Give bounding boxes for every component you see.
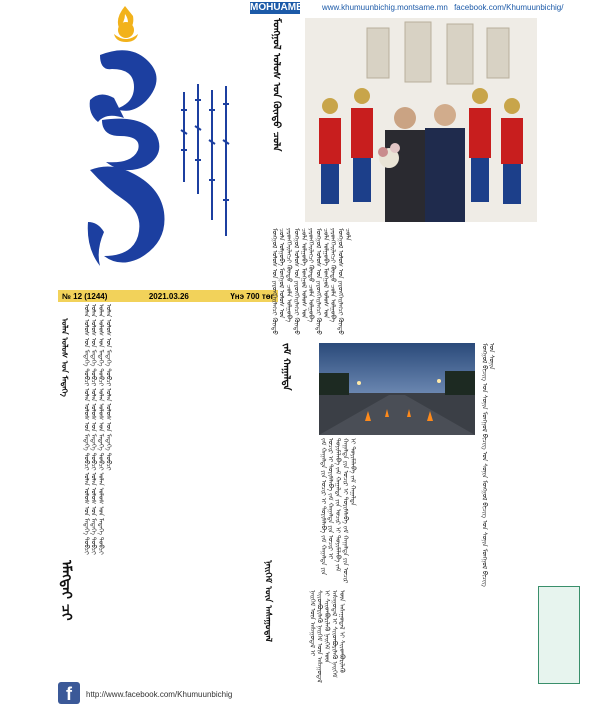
issue-price: Үнэ 700 төг [230, 291, 274, 301]
facebook-icon[interactable]: f [58, 682, 80, 704]
facebook-link[interactable]: facebook.com/Khumuunbichig/ [454, 3, 564, 12]
headline-1: ᠮᠣᠩᠭᠣᠯ ᠤᠯᠤᠰ ᠤᠨ ᠬᠦᠨᠳᠦ ᠴᠣᠯᠠ [270, 18, 282, 152]
issue-date: 2021.03.26 [148, 291, 189, 301]
side-note-box [538, 586, 580, 684]
facebook-url[interactable]: http://www.facebook.com/Khumuunbichig [86, 690, 233, 699]
article-3-text: ᠮᠣᠩᠭᠣᠯ ᠪᠢᠴᠢᠭ ᠤᠨ ᠰᠣᠨᠢᠨ ᠮᠣᠩᠭᠣᠯ ᠪᠢᠴᠢᠭ ᠤᠨ ᠰᠣᠨᠢᠨ ᠮᠣᠩᠭᠣᠯ ᠪᠢᠴᠢᠭ ᠤᠨ ᠰᠣᠨᠢᠨ ᠮᠣᠩᠭᠣᠯ ᠪᠢᠴᠢᠭ ᠤᠨ ᠰᠣᠨᠢᠨ [480, 343, 496, 587]
site-url-link[interactable]: www.khumuunbichig.montsame.mn [322, 3, 448, 12]
article-5-text: ᠨᠡᠢᠭᠡᠮ ᠦᠨ ᠠᠰᠠᠭᠤᠳᠠᠯ ᠢ ᠰᠢᠢᠳᠪᠦᠷᠢᠯᠡᠬᠦ ᠨᠡᠢᠭᠡᠮ ᠦᠨ ᠠᠰᠠᠭᠤᠳᠠᠯ ᠢ ᠰᠢᠢᠳᠪᠦᠷᠢᠯᠡᠬᠦ ᠨᠡᠢᠭᠡᠮ ᠦᠨ ᠠᠰᠠᠭᠤᠳᠠᠯ ᠢ ᠰᠢᠢᠳᠪᠦᠷᠢᠯᠡᠬᠦ ᠨᠡᠢᠭᠡᠮ ᠦᠨ ᠠᠰᠠᠭᠤᠳᠠᠯ ᠢ ᠰᠢᠢᠳᠪᠦᠷᠢᠯᠡᠬᠦ [308, 590, 346, 683]
newspaper-masthead-logo [60, 0, 250, 290]
headline-2: ᠵᠠᠮ ᠬᠠᠭᠠᠯᠲᠠ [280, 343, 292, 391]
article-1-text: ᠮᠣᠩᠭᠣᠯ ᠤᠯᠤᠰ ᠤᠨ ᠶᠡᠷᠦᠩᠬᠡᠢᠯᠡᠭᠴᠢ ᠬᠦᠨᠳᠦ ᠴᠣᠯᠠ ᠣᠯᠭᠤᠪᠠ ᠮᠣᠩᠭᠣᠯ ᠤᠯᠤᠰ ᠤᠨ ᠶᠡᠷᠦᠩᠬᠡᠢᠯᠡᠭᠴᠢ ᠬᠦᠨᠳᠦ ᠴᠣᠯᠠ ᠣᠯᠭᠤᠪᠠ ᠮᠣᠩᠭᠣᠯ ᠤᠯᠤᠰ ᠤᠨ ᠶᠡᠷᠦᠩᠬᠡᠢᠯᠡᠭᠴᠢ ᠬᠦᠨᠳᠦ ᠴᠣᠯᠠ ᠣᠯᠭᠤᠪᠠ ᠮᠣᠩᠭᠣᠯ ᠤᠯᠤᠰ ᠤᠨ ᠶᠡᠷᠦᠩᠬᠡᠢᠯᠡᠭᠴᠢ ᠬᠦᠨᠳᠦ ᠴᠣᠯᠠ ᠣᠯᠭᠤᠪᠠ ᠮᠣᠩᠭᠣᠯ ᠤᠯᠤᠰ ᠤᠨ ᠶᠡᠷᠦᠩᠬᠡᠢᠯᠡᠭᠴᠢ ᠬᠦᠨᠳᠦ ᠴᠣᠯᠠ ᠣᠯᠭᠤᠪᠠ ᠮᠣᠩᠭᠣᠯ ᠤᠯᠤᠰ ᠤᠨ ᠶᠡᠷᠦᠩᠬᠡᠢᠯᠡᠭᠴᠢ ᠬᠦᠨᠳᠦ ᠴᠣᠯᠠ ᠣᠯᠭᠤᠪᠠ ᠮᠣᠩᠭᠣᠯ ᠤᠯᠤᠰ ᠤᠨ ᠶᠡᠷᠦᠩᠬᠡᠢᠯᠡᠭᠴᠢ ᠬᠦᠨᠳᠦ ᠴᠣᠯᠠ [270, 228, 352, 335]
article-2-text: ᠵᠠᠮ ᠬᠠᠭᠠᠯᠲᠠ ᠶᠢᠨ ᠤᠴᠢᠷ ᠢ ᠲᠣᠶᠢᠮᠠᠯᠠᠪᠠ ᠵᠠᠮ ᠬᠠᠭᠠᠯᠲᠠ ᠶᠢᠨ ᠤᠴᠢᠷ ᠢ ᠲᠣᠶᠢᠮᠠᠯᠠᠪᠠ ᠵᠠᠮ ᠬᠠᠭᠠᠯᠲᠠ ᠶᠢᠨ ᠤᠴᠢᠷ ᠢ ᠲᠣᠶᠢᠮᠠᠯᠠᠪᠠ ᠵᠠᠮ ᠬᠠᠭᠠᠯᠲᠠ ᠶᠢᠨ ᠤᠴᠢᠷ ᠢ ᠲᠣᠶᠢᠮᠠᠯᠠᠪᠠ ᠵᠠᠮ ᠬᠠᠭᠠᠯᠲᠠ ᠶᠢᠨ ᠤᠴᠢᠷ ᠢ ᠲᠣᠶᠢᠮᠠᠯᠠᠪᠠ ᠵᠠᠮ ᠬᠠᠭᠠᠯᠲᠠ ᠶᠢᠨ ᠤᠴᠢᠷ ᠢ ᠲᠣᠶᠢᠮᠠᠯᠠᠪᠠ ᠵᠠᠮ ᠬᠠᠭᠠᠯᠲᠠ [319, 438, 357, 584]
headline-3: ᠣᠯᠠᠨ ᠤᠯᠤᠰ ᠤᠨ ᠮᠡᠳᠡᠭᠡ [60, 318, 71, 397]
header-links [322, 3, 567, 12]
montsame-logo: MOHUAME [250, 2, 303, 13]
ceremony-photo [305, 18, 537, 222]
issue-info-bar [58, 290, 278, 302]
article-4-text: ᠣᠯᠠᠨ ᠤᠯᠤᠰ ᠤᠨ ᠮᠡᠳᠡᠭᠡ ᠲᠣᠪᠴᠢ ᠣᠯᠠᠨ ᠤᠯᠤᠰ ᠤᠨ ᠮᠡᠳᠡᠭᠡ ᠲᠣᠪᠴᠢ ᠣᠯᠠᠨ ᠤᠯᠤᠰ ᠤᠨ ᠮᠡᠳᠡᠭᠡ ᠲᠣᠪᠴᠢ ᠣᠯᠠᠨ ᠤᠯᠤᠰ ᠤᠨ ᠮᠡᠳᠡᠭᠡ ᠲᠣᠪᠴᠢ ᠣᠯᠠᠨ ᠤᠯᠤᠰ ᠤᠨ ᠮᠡᠳᠡᠭᠡ ᠲᠣᠪᠴᠢ ᠣᠯᠠᠨ ᠤᠯᠤᠰ ᠤᠨ ᠮᠡᠳᠡᠭᠡ ᠲᠣᠪᠴᠢ ᠣᠯᠠᠨ ᠤᠯᠤᠰ ᠤᠨ ᠮᠡᠳᠡᠭᠡ ᠲᠣᠪᠴᠢ ᠣᠯᠠᠨ ᠤᠯᠤᠰ ᠤᠨ ᠮᠡᠳᠡᠭᠡ ᠲᠣᠪᠴᠢ ᠣᠯᠠᠨ ᠤᠯᠤᠰ ᠤᠨ ᠮᠡᠳᠡᠭᠡ ᠲᠣᠪᠴᠢ ᠣᠯᠠᠨ ᠤᠯᠤᠰ ᠤᠨ ᠮᠡᠳᠡᠭᠡ ᠲᠣᠪᠴᠢ ᠣᠯᠠᠨ ᠤᠯᠤᠰ ᠤᠨ ᠮᠡᠳᠡᠭᠡ ᠲᠣᠪᠴᠢ [82, 304, 113, 555]
issue-number: № 12 (1244) [62, 291, 108, 301]
road-closure-photo [319, 343, 475, 435]
headline-5: ᠨᠡᠢᠭᠡᠮ ᠦᠨ ᠠᠰᠠᠭᠤᠳᠠᠯ [262, 560, 273, 642]
headline-4: ᠡᠮᠡᠭᠲᠡᠢ ᠴᠢ [58, 560, 75, 621]
